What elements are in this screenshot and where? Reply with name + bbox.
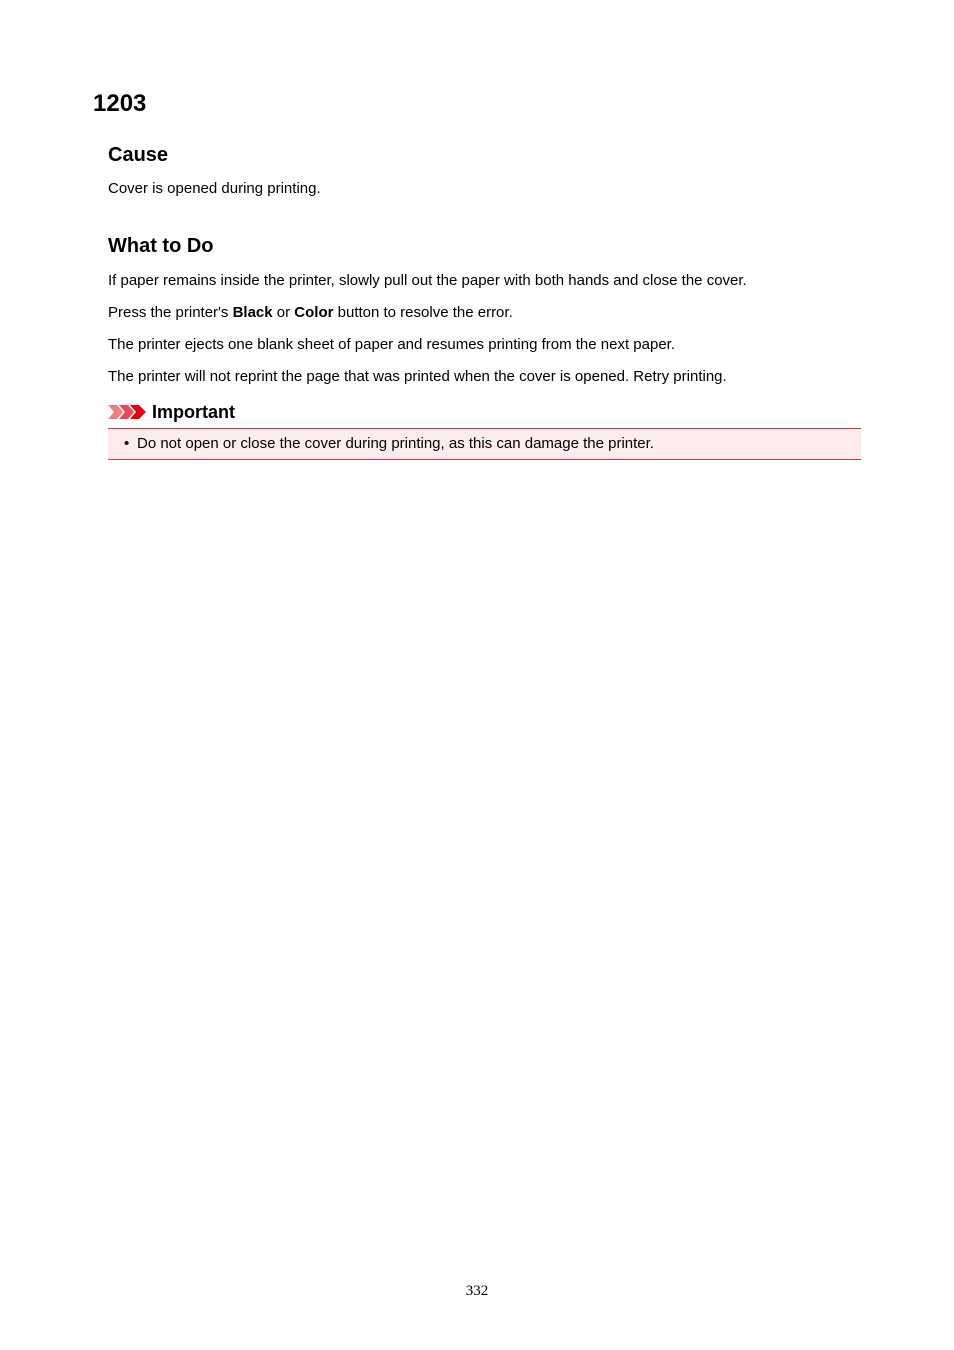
page-number: 332 [465, 1283, 489, 1299]
what-to-do-paragraph-2 [108, 303, 513, 323]
important-header [108, 400, 235, 424]
cause-text: Cover is opened during printing. [108, 180, 321, 197]
what-to-do-paragraph-3: The printer ejects one blank sheet of paper and resumes printing from the next paper. [108, 336, 675, 353]
important-list-item [124, 434, 654, 454]
p2-text-middle: or [272, 304, 295, 321]
important-item-text: Do not open or close the cover during printing, as this can damage the printer. [137, 435, 654, 452]
color-button-label: Color [294, 304, 334, 321]
bullet: • [124, 435, 130, 452]
what-to-do-paragraph-4: The printer will not reprint the page that was printed when the cover is opened. Retry printing. [108, 368, 727, 385]
black-button-label: Black [232, 304, 273, 321]
p2-text-before: Press the printer's [108, 304, 233, 321]
page-title: 1203 [93, 90, 147, 117]
what-to-do-heading: What to Do [108, 235, 214, 257]
important-box [108, 428, 861, 460]
important-label: Important [152, 402, 235, 422]
cause-heading: Cause [108, 144, 169, 166]
p2-text-after: button to resolve the error. [333, 304, 513, 321]
what-to-do-paragraph-1: If paper remains inside the printer, slowly pull out the paper with both hands and close the cover. [108, 272, 747, 289]
important-chevrons-icon [108, 403, 148, 421]
